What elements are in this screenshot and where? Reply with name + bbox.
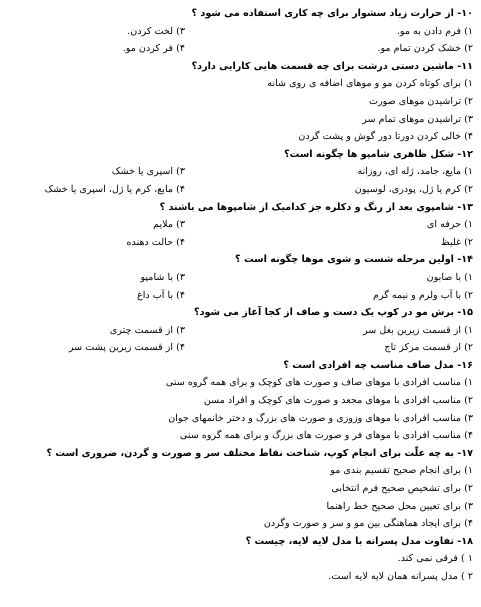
question-17 — [4, 445, 475, 533]
option-2: ۲) غلیظ — [440, 236, 473, 248]
question-stem: ۱۷- به چه علّت برای انجام کوپ، شناخت نقاط مختلف سر و صورت و گردن، ضروری است ؟ — [46, 447, 473, 459]
question-15 — [4, 304, 475, 357]
question-stem: ۱۳- شامپوی بعد از رنگ و دکلره جز کدامیک از شامپوها می باشند ؟ — [159, 201, 473, 213]
option-3: ۳) از قسمت چتری — [109, 324, 185, 336]
option-1: ۱) برای انجام صحیح تقسیم بندی مو — [330, 465, 473, 477]
option-3: ۳) تراشیدن موهای تمام سر — [362, 113, 473, 125]
question-stem: ۱۶- مدل صاف مناسب چه افرادی است ؟ — [283, 359, 473, 371]
options-row — [4, 269, 475, 287]
options-row — [4, 287, 475, 305]
options-row — [4, 322, 475, 340]
question-14 — [4, 251, 475, 304]
option-1: ۱ ) فرقی نمی کند. — [397, 553, 473, 565]
option-2: ۲) مناسب افرادی با موهای مجعد و صورت های کوچک و افراد مسن — [203, 395, 473, 407]
options-row — [4, 339, 475, 357]
question-stem: ۱۸- تفاوت مدل پسرانه با مدل لایه لایه، چیست ؟ — [245, 535, 473, 547]
option-4: ۴) حالت دهنده — [126, 236, 185, 248]
question-stem: ۱۵- برش مو در کوپ یک دست و صاف از کجا آغاز می شود؟ — [194, 307, 473, 319]
option-3: ۳) لخت کردن. — [127, 25, 185, 37]
option-4: ۴) از قسمت زیرین پشت سر — [68, 342, 185, 354]
option-2: ۲) کرم یا ژل، پودری، لوسیون — [354, 183, 473, 195]
question-13 — [4, 199, 475, 252]
option-2: ۲) خشک کردن تمام مو. — [377, 43, 473, 55]
option-3: ۳) برای تعیین محل صحیح خط راهنما — [326, 500, 473, 512]
question-16 — [4, 357, 475, 445]
option-1: ۱) فرم دادن به مو. — [396, 25, 473, 37]
option-3: ۳) با شامپو — [140, 271, 185, 283]
question-stem: ۱۰- از حرارت زیاد سشوار برای چه کاری استفاده می شود ؟ — [191, 8, 473, 19]
question-11 — [4, 58, 475, 146]
question-12 — [4, 146, 475, 199]
options-row — [4, 40, 475, 58]
option-2: ۲) از قسمت مرکز تاج — [384, 342, 473, 354]
option-4: ۴) مناسب افرادی با موهای فر و صورت های بزرگ و برای همه گروه سنی — [179, 430, 473, 442]
option-1: ۱) مایع، جامد، ژله ای، روزانه — [357, 166, 473, 178]
options-row — [4, 181, 475, 199]
option-4: ۴) با آب داغ — [136, 289, 185, 301]
options-row — [4, 163, 475, 181]
option-4: ۴) برای ایجاد هماهنگی بین مو و سر و صورت وگردن — [263, 518, 473, 530]
option-4: ۴) مایع، کرم یا ژل، اسپری یا خشک — [44, 183, 185, 195]
options-row — [4, 234, 475, 252]
option-2: ۲) با آب ولرم و نیمه گرم — [373, 289, 473, 301]
option-2: ۲ ) مدل پسرانه همان لایه لایه است. — [328, 571, 473, 582]
question-10 — [4, 5, 475, 58]
options-row — [4, 23, 475, 41]
option-2: ۲) برای تشخیص صحیح فرم انتخابی — [331, 483, 473, 495]
option-1: ۱) از قسمت زیرین بغل سر — [362, 324, 473, 336]
question-stem: ۱۲- شکل ظاهری شامپو ها چگونه است؟ — [284, 148, 473, 160]
option-1: ۱) مناسب افرادی با موهای صاف و صورت های کوچک و برای همه گروه سنی — [165, 377, 473, 389]
options-row — [4, 216, 475, 234]
option-2: ۲) تراشیدن موهای صورت — [368, 95, 473, 107]
option-1: ۱) حرفه ای — [426, 219, 473, 231]
option-1: ۱) با صابون — [426, 271, 473, 283]
option-4: ۴) خالی کردن دورتا دور گوش و پشت گردن — [298, 131, 473, 143]
option-4: ۴) فر کردن مو. — [122, 43, 185, 55]
question-stem: ۱۴- اولین مرحله شست و شوی موها چگونه است ؟ — [235, 254, 473, 266]
question-stem: ۱۱- ماشین دستی درشت برای چه قسمت هایی کارایی دارد؟ — [191, 60, 473, 72]
question-18 — [4, 533, 475, 586]
option-1: ۱) برای کوتاه کردن مو و موهای اضافه ی روی شانه — [267, 78, 473, 90]
option-3: ۳) ملایم — [153, 219, 185, 231]
option-3: ۳) مناسب افرادی با موهای وزوزی و صورت های بزرگ و دختر خانمهای جوان — [168, 412, 473, 424]
option-3: ۳) اسپری یا خشک — [111, 166, 185, 178]
